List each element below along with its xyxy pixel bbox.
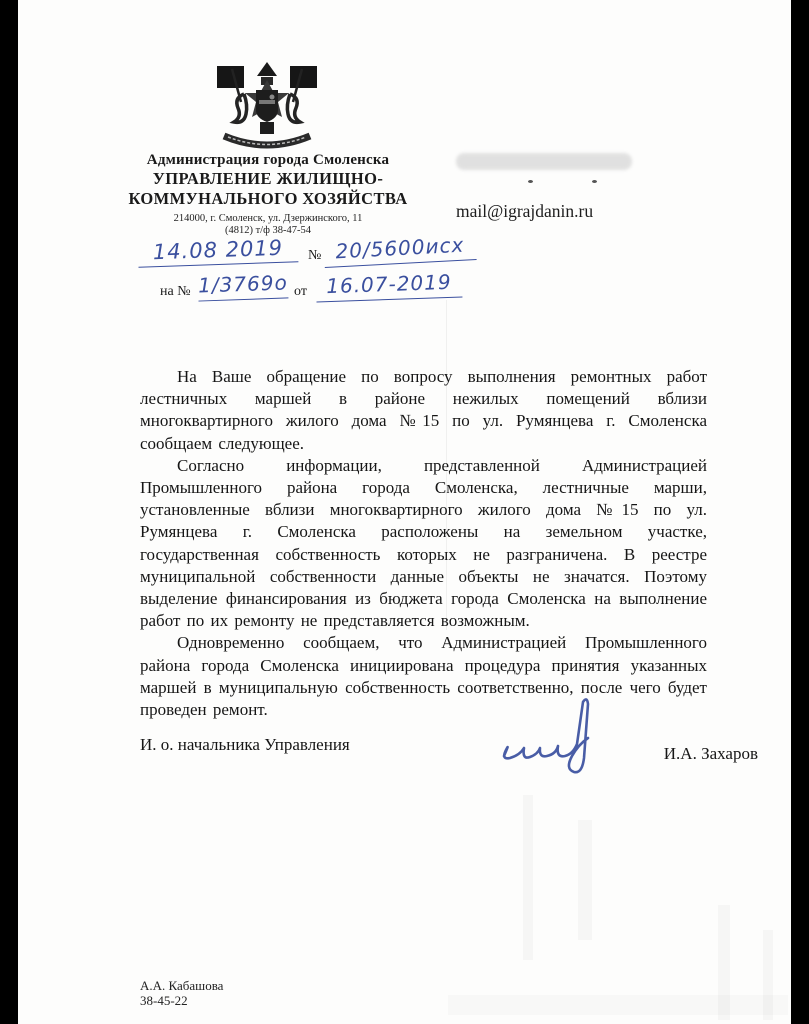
scan-smudge bbox=[448, 995, 788, 1015]
scan-border-right bbox=[790, 0, 809, 1024]
number-sign-label: № bbox=[308, 248, 322, 263]
signature-scribble-icon bbox=[490, 698, 620, 793]
org-name-line2: УПРАВЛЕНИЕ ЖИЛИЩНО- bbox=[152, 169, 384, 188]
org-name-line1: Администрация города Смоленска bbox=[146, 152, 390, 168]
letter-page bbox=[18, 0, 791, 1024]
letterhead bbox=[113, 152, 423, 236]
incoming-date-handwritten: 16.07-2019 bbox=[316, 269, 463, 302]
recipient-name-redacted bbox=[456, 153, 632, 170]
executor-phone: 38-45-22 bbox=[140, 993, 188, 1008]
reference-block bbox=[136, 232, 476, 310]
executor-block bbox=[140, 978, 223, 1008]
from-date-label: от bbox=[294, 284, 307, 299]
org-phone: (4812) т/ф 38-47-54 bbox=[224, 225, 312, 236]
scan-smudge bbox=[578, 820, 592, 940]
signer-position: И. о. начальника Управления bbox=[140, 735, 350, 754]
incoming-number-handwritten: 1/3769о bbox=[198, 270, 289, 301]
scan-smudge bbox=[523, 795, 533, 960]
scan-border-left bbox=[0, 0, 18, 1024]
org-name-line3: КОММУНАЛЬНОГО ХОЗЯЙСТВА bbox=[128, 189, 408, 208]
smolensk-coat-of-arms-icon bbox=[208, 60, 326, 158]
signer-name: И.А. Захаров bbox=[663, 744, 758, 763]
in-reply-to-label: на № bbox=[160, 284, 191, 299]
signature-block bbox=[140, 730, 758, 790]
outgoing-number-handwritten: 20/5600исх bbox=[323, 232, 476, 268]
recipient-block bbox=[456, 153, 726, 222]
paragraph-1: На Ваше обращение по вопросу выполнения ремонтных работ лестничных маршей в районе нежилых помещений вблизи многоквартирного жилого дома №15 по ул. Румянцева г. Смоленска сообщаем следующее. bbox=[140, 367, 707, 453]
scan-fold-line bbox=[446, 300, 447, 630]
outgoing-date-handwritten: 14.08 2019 bbox=[138, 235, 299, 268]
recipient-email: mail@igrajdanin.ru bbox=[456, 201, 594, 221]
executor-name: А.А. Кабашова bbox=[140, 978, 224, 993]
paragraph-3: Одновременно сообщаем, что Администрацией Промышленного района города Смоленска инициирована процедура принятия указанных маршей в муниципальную собственность соответственно, после чего будет проведен ремонт. bbox=[140, 633, 707, 720]
letter-body bbox=[140, 366, 707, 721]
org-address: 214000, г. Смоленск, ул. Дзержинского, 11 bbox=[173, 213, 363, 224]
paragraph-2: Согласно информации, представленной Администрацией Промышленного района города Смоленска, лестничные марши, установленные вблизи многоквартирного жилого дома №15 по ул. Румянцева г. Смоленска расположены на земельном участке, государственная собственность которых не разграничена. В реестре муниципальной собственности данные объекты не значатся. Поэтому выделение финансирования из бюджета города Смоленска на выполнение работ по их ремонту не представляется возможным. bbox=[140, 455, 707, 631]
redaction-residue-dots bbox=[456, 170, 726, 188]
